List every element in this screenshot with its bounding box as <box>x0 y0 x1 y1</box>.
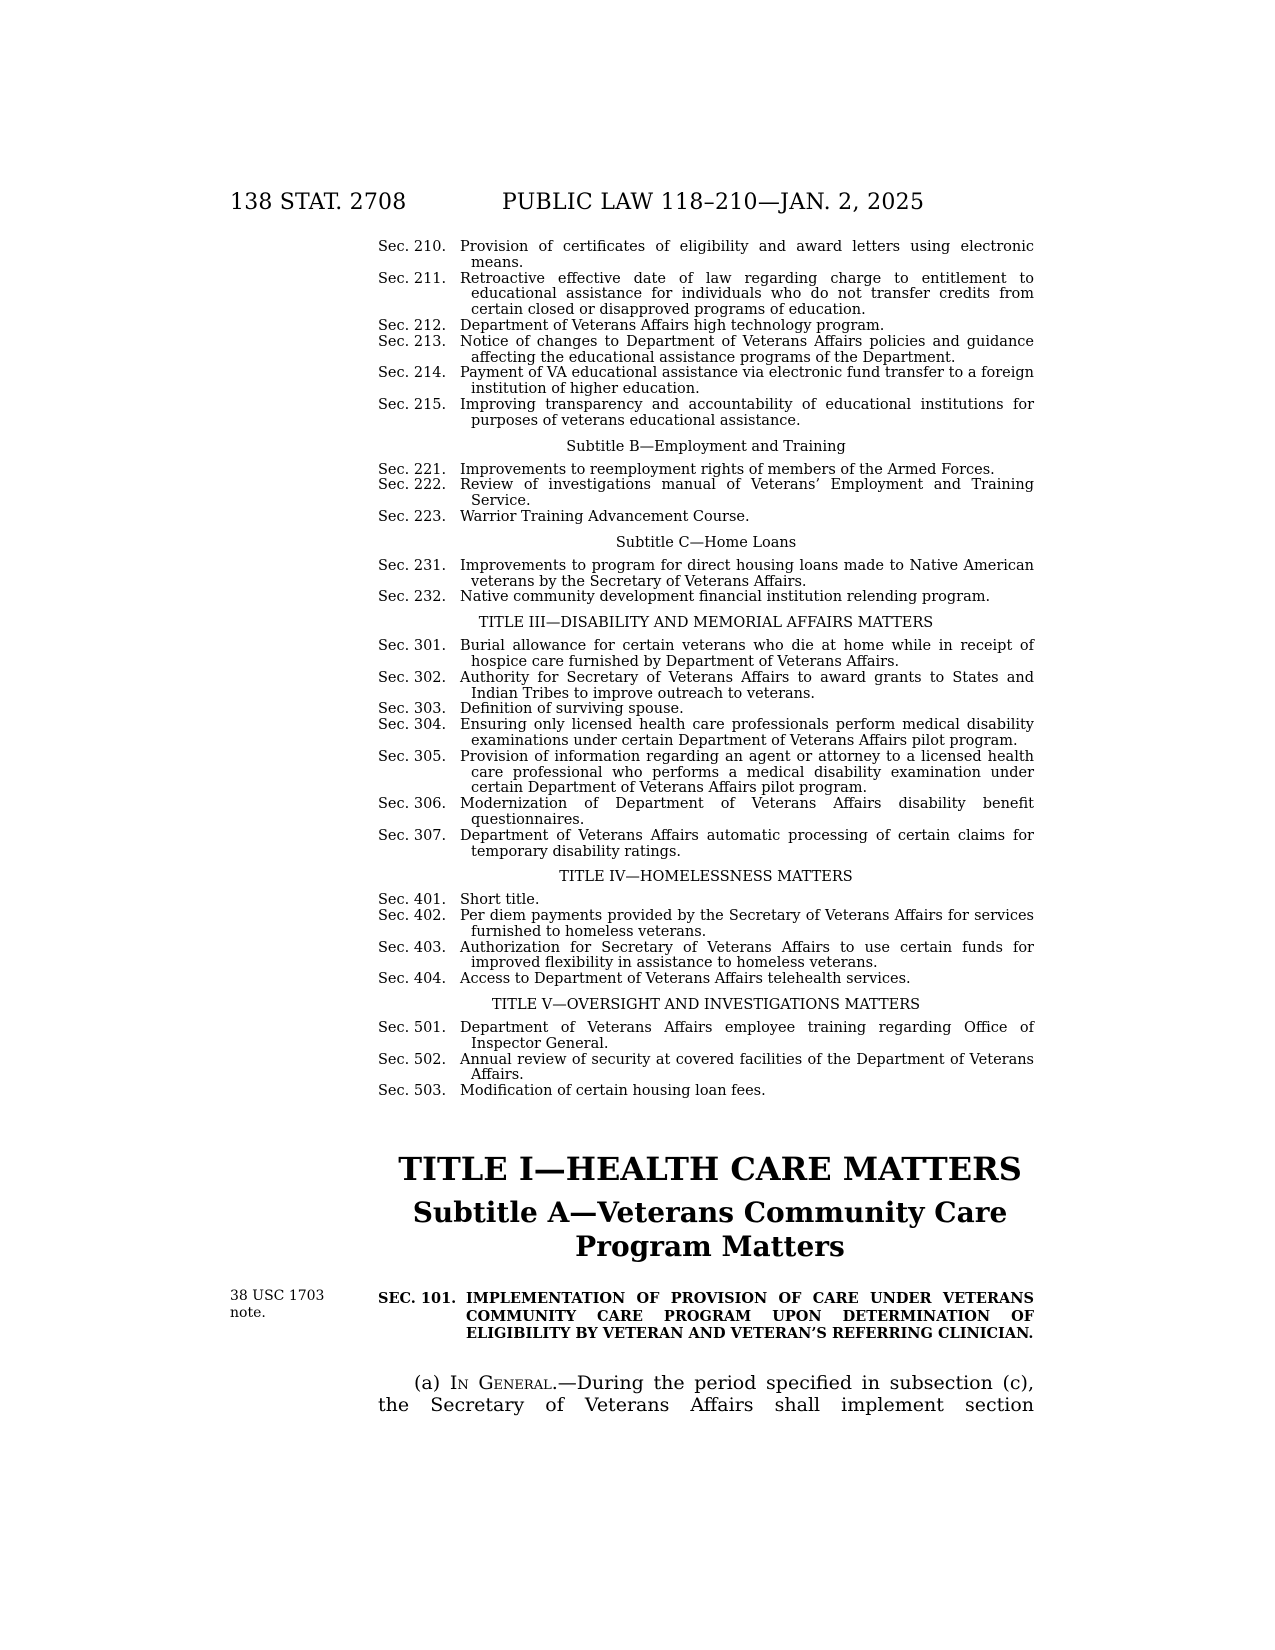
toc-section-title: Department of Veterans Affairs automatic processing of certain claims for temporary disability ratings. <box>460 827 1034 860</box>
toc-section-title: Improvements to program for direct housing loans made to Native American veterans by the Secretary of Veterans Affairs. <box>460 557 1034 590</box>
toc-section-number: Sec. 301. <box>378 638 447 655</box>
toc-section-number: Sec. 502. <box>378 1051 447 1068</box>
toc-section-title: Burial allowance for certain veterans who die at home while in receipt of hospice care furnished by Department of Veterans Affairs. <box>460 638 1034 670</box>
toc-section-title: Provision of certificates of eligibility and award letters using electronic means. <box>460 239 1034 271</box>
toc-section-number: Sec. 221. <box>378 461 447 478</box>
toc-section-title: Ensuring only licensed health care professionals perform medical disability examinations under certain Department of Veterans Affairs pilot program. <box>460 717 1034 749</box>
statute-page-reference: 138 STAT. 2708 <box>230 190 407 215</box>
toc-section-title: Retroactive effective date of law regarding charge to entitlement to educational assistance for individuals who do not transfer credits from certain closed or disapproved programs of education. <box>460 270 1034 319</box>
toc-section-number: Sec. 307. <box>378 827 447 844</box>
title-heading: TITLE I—HEALTH CARE MATTERS <box>398 1150 1022 1188</box>
toc-entry <box>378 702 1034 718</box>
toc-section-title: Notice of changes to Department of Veterans Affairs policies and guidance affecting the educational assistance programs of the Department. <box>460 333 1034 366</box>
toc-section-title: Payment of VA educational assistance via electronic fund transfer to a foreign institution of higher education. <box>460 365 1034 398</box>
section-title: IMPLEMENTATION OF PROVISION OF CARE UNDER VETERANS COMMUNITY CARE PROGRAM UPON DETERMINATION OF ELIGIBILITY BY VETERAN AND VETERAN’S REFERRING CLINICIAN. <box>466 1290 1034 1342</box>
toc-entry <box>378 1021 1034 1053</box>
toc-entry <box>378 972 1034 988</box>
toc-section-number: Sec. 305. <box>378 748 447 765</box>
toc-section-number: Sec. 212. <box>378 317 447 334</box>
toc-heading: Subtitle B—Employment and Training <box>566 438 846 455</box>
toc-entry <box>378 1084 1034 1100</box>
toc-entry <box>378 909 1034 941</box>
toc-entry <box>378 639 1034 671</box>
toc-section-title: Department of Veterans Affairs employee training regarding Office of Inspector General. <box>460 1020 1034 1052</box>
toc-section-title: Definition of surviving spouse. <box>460 701 684 718</box>
toc-section-title: Improvements to reemployment rights of members of the Armed Forces. <box>460 461 995 478</box>
toc-section-number: Sec. 232. <box>378 589 447 606</box>
toc-section-title: Improving transparency and accountability of educational institutions for purposes of veterans educational assistance. <box>460 396 1034 429</box>
toc-entry <box>378 893 1034 909</box>
toc-section-title: Department of Veterans Affairs high technology program. <box>460 317 885 334</box>
toc-section-number: Sec. 231. <box>378 557 447 574</box>
toc-section-number: Sec. 404. <box>378 971 447 988</box>
toc-section-title: Annual review of security at covered facilities of the Department of Veterans Affairs. <box>460 1051 1034 1084</box>
toc-entry <box>378 718 1034 750</box>
toc-section-title: Access to Department of Veterans Affairs telehealth services. <box>460 971 911 988</box>
toc-section-number: Sec. 215. <box>378 396 447 413</box>
toc-section-title: Modernization of Department of Veterans Affairs disability benefit questionnaires. <box>460 796 1034 828</box>
toc-section-title: Native community development financial institution relending program. <box>460 589 991 606</box>
section-number: SEC. 101. <box>378 1290 457 1307</box>
toc-entry <box>378 272 1034 319</box>
paragraph-text: .—During the period specified in subsection (c), the Secretary of Veterans Affairs shall implement section <box>378 1372 1034 1416</box>
page-header <box>230 190 1035 222</box>
toc-section-title: Modification of certain housing loan fees. <box>460 1083 766 1100</box>
table-of-contents <box>378 240 1034 1100</box>
toc-section-title: Authorization for Secretary of Veterans Affairs to use certain funds for improved flexibility in assistance to homeless veterans. <box>460 939 1034 972</box>
toc-section-number: Sec. 401. <box>378 892 447 909</box>
public-law-title: PUBLIC LAW 118–210—JAN. 2, 2025 <box>502 190 925 215</box>
toc-entry <box>378 398 1034 430</box>
toc-section-number: Sec. 213. <box>378 333 447 350</box>
toc-entry <box>378 335 1034 367</box>
toc-section-number: Sec. 403. <box>378 939 447 956</box>
toc-section-number: Sec. 402. <box>378 908 447 925</box>
toc-entry <box>378 319 1034 335</box>
paragraph-label: (a) <box>414 1372 441 1394</box>
toc-entry <box>378 750 1034 797</box>
toc-section-number: Sec. 503. <box>378 1083 447 1100</box>
toc-section-number: Sec. 306. <box>378 796 447 813</box>
toc-heading: TITLE IV—HOMELESSNESS MATTERS <box>559 869 853 886</box>
toc-section-title: Short title. <box>460 892 540 909</box>
toc-entry <box>378 463 1034 479</box>
toc-entry <box>378 559 1034 591</box>
toc-section-number: Sec. 304. <box>378 717 447 734</box>
toc-section-title: Per diem payments provided by the Secretary of Veterans Affairs for services furnished to homeless veterans. <box>460 908 1034 940</box>
toc-entry <box>378 590 1034 606</box>
section-paragraph <box>378 1372 1034 1416</box>
toc-entry <box>378 829 1034 861</box>
toc-entry <box>378 1053 1034 1085</box>
toc-section-number: Sec. 210. <box>378 239 447 255</box>
toc-section-title: Warrior Training Advancement Course. <box>460 508 750 525</box>
toc-entry <box>378 941 1034 973</box>
toc-section-title: Review of investigations manual of Veterans’ Employment and Training Service. <box>460 477 1034 510</box>
toc-heading: TITLE V—OVERSIGHT AND INVESTIGATIONS MATTERS <box>491 997 921 1014</box>
toc-entry <box>378 366 1034 398</box>
toc-entry <box>378 240 1034 272</box>
toc-heading: Subtitle C—Home Loans <box>615 534 797 551</box>
toc-section-number: Sec. 303. <box>378 701 447 718</box>
toc-section-number: Sec. 302. <box>378 669 447 686</box>
toc-section-number: Sec. 211. <box>378 270 447 287</box>
subtitle-heading: Subtitle A—Veterans Community Care Program Matters <box>412 1196 1008 1263</box>
toc-section-title: Provision of information regarding an agent or attorney to a licensed health care professional who performs a medical disability examination under certain Department of Veterans Affairs pilot program. <box>460 748 1034 797</box>
margin-note: 38 USC 1703 note. <box>230 1288 325 1321</box>
paragraph-caption: In General <box>449 1372 552 1394</box>
toc-entry <box>378 510 1034 526</box>
toc-section-number: Sec. 222. <box>378 477 447 494</box>
toc-section-title: Authority for Secretary of Veterans Affairs to award grants to States and Indian Tribes to improve outreach to veterans. <box>460 669 1034 702</box>
toc-heading: TITLE III—DISABILITY AND MEMORIAL AFFAIRS MATTERS <box>478 615 934 632</box>
toc-entry <box>378 671 1034 703</box>
toc-section-number: Sec. 501. <box>378 1020 447 1037</box>
toc-section-number: Sec. 214. <box>378 365 447 382</box>
toc-entry <box>378 478 1034 510</box>
toc-section-number: Sec. 223. <box>378 508 447 525</box>
section-heading <box>378 1290 1034 1343</box>
toc-entry <box>378 797 1034 829</box>
